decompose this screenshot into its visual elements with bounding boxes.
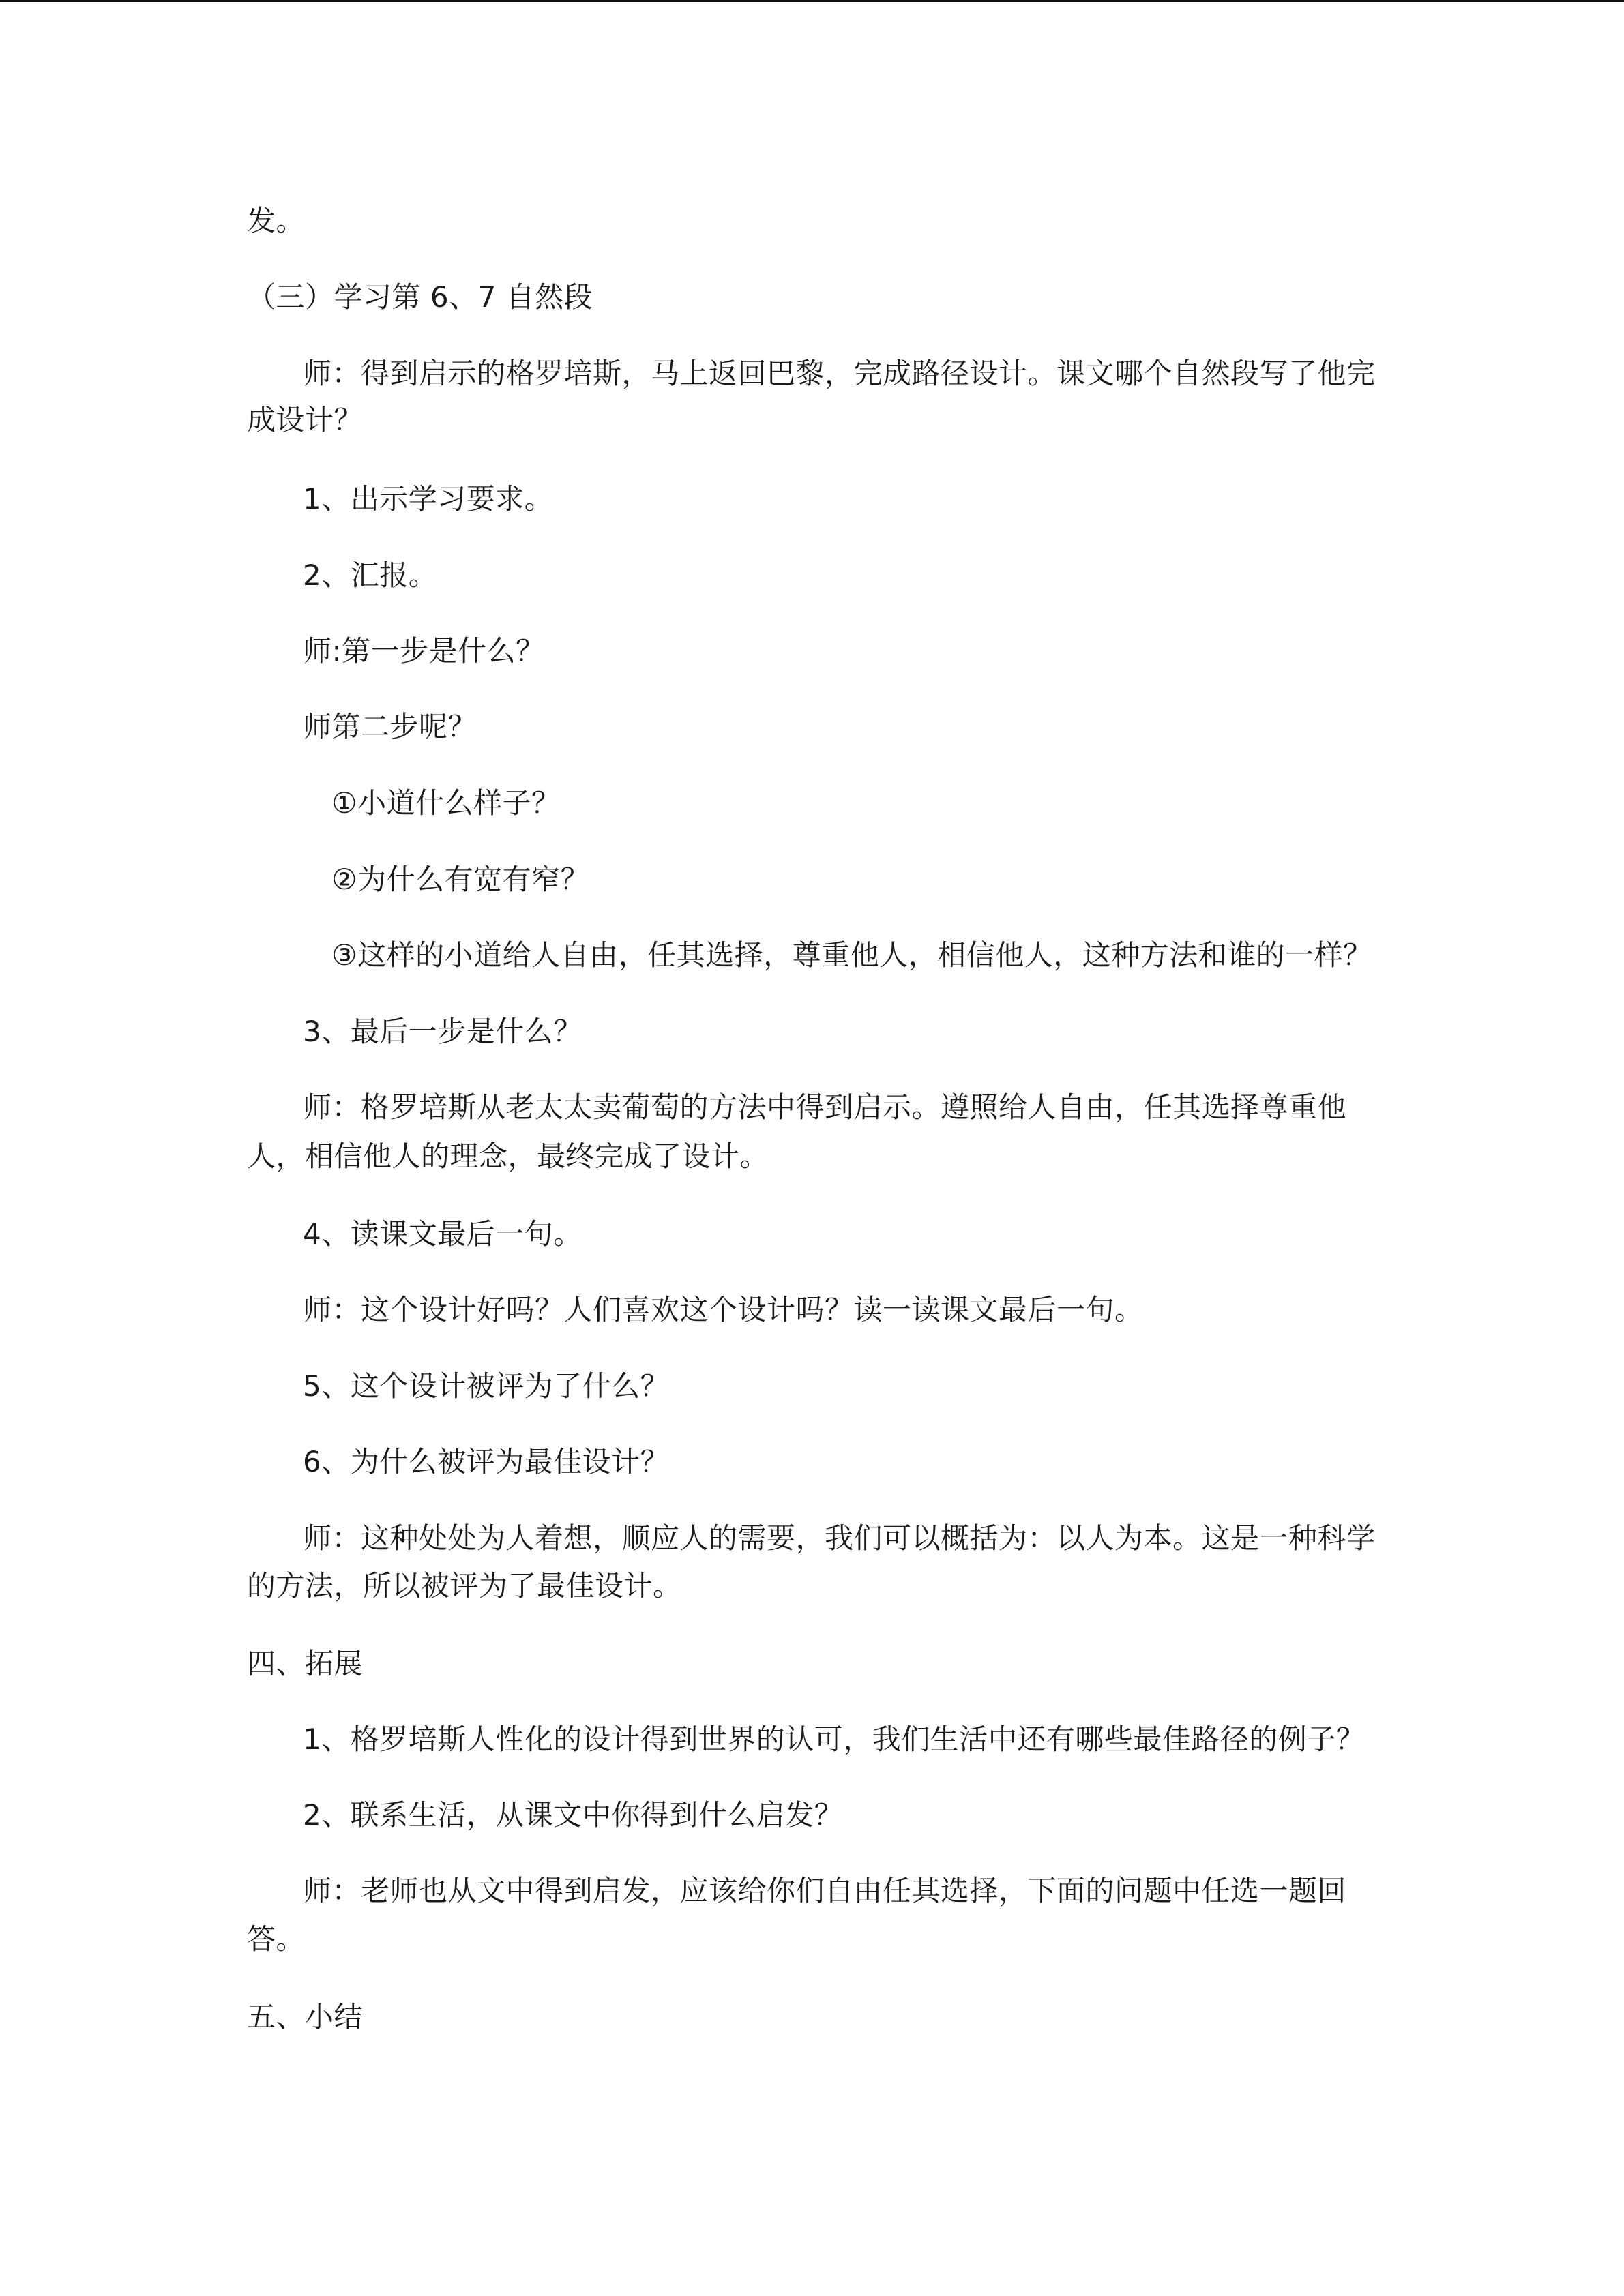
section-heading: 五、小结 — [247, 2000, 364, 2033]
text-line: 师：这种处处为人着想，顺应人的需要，我们可以概括为：以人为本。这是一种科学 — [303, 1521, 1376, 1555]
text-line: 成设计？ — [247, 403, 364, 436]
text-line: 师：得到启示的格罗培斯，马上返回巴黎，完成路径设计。课文哪个自然段写了他完 — [303, 357, 1376, 390]
text-line: 3、最后一步是什么？ — [303, 1015, 582, 1048]
text-line: 答。 — [247, 1922, 306, 1956]
text-line: 5、这个设计被评为了什么？ — [303, 1369, 670, 1403]
text-line: 6、为什么被评为最佳设计？ — [303, 1445, 670, 1478]
text-line: 1、格罗培斯人性化的设计得到世界的认可，我们生活中还有哪些最佳路径的例子？ — [303, 1723, 1365, 1756]
text-line: 4、读课文最后一句。 — [303, 1217, 582, 1251]
section-heading: （三）学习第 6、7 自然段 — [247, 280, 593, 314]
text-line: 2、联系生活，从课文中你得到什么启发？ — [303, 1798, 844, 1832]
text-line: ①小道什么样子？ — [331, 786, 561, 820]
text-line: ③这样的小道给人自由，任其选择，尊重他人，相信他人，这种方法和谁的一样？ — [331, 938, 1372, 972]
text-line: 师:第一步是什么？ — [303, 634, 545, 668]
text-line: 师第二步呢？ — [303, 710, 477, 743]
section-heading: 四、拓展 — [247, 1647, 364, 1680]
text-line: 师：这个设计好吗？人们喜欢这个设计吗？读一读课文最后一句。 — [303, 1293, 1144, 1326]
text-line: 发。 — [247, 204, 306, 237]
text-line: 的方法，所以被评为了最佳设计。 — [247, 1569, 682, 1602]
text-line: ②为什么有宽有窄？ — [331, 863, 590, 896]
text-line: 师：格罗培斯从老太太卖葡萄的方法中得到启示。遵照给人自由，任其选择尊重他 — [303, 1090, 1347, 1124]
text-line: 人，相信他人的理念，最终完成了设计。 — [247, 1139, 769, 1173]
text-line: 1、出示学习要求。 — [303, 482, 554, 516]
text-line: 师：老师也从文中得到启发，应该给你们自由任其选择，下面的问题中任选一题回 — [303, 1874, 1347, 1907]
text-line: 2、汇报。 — [303, 558, 438, 592]
